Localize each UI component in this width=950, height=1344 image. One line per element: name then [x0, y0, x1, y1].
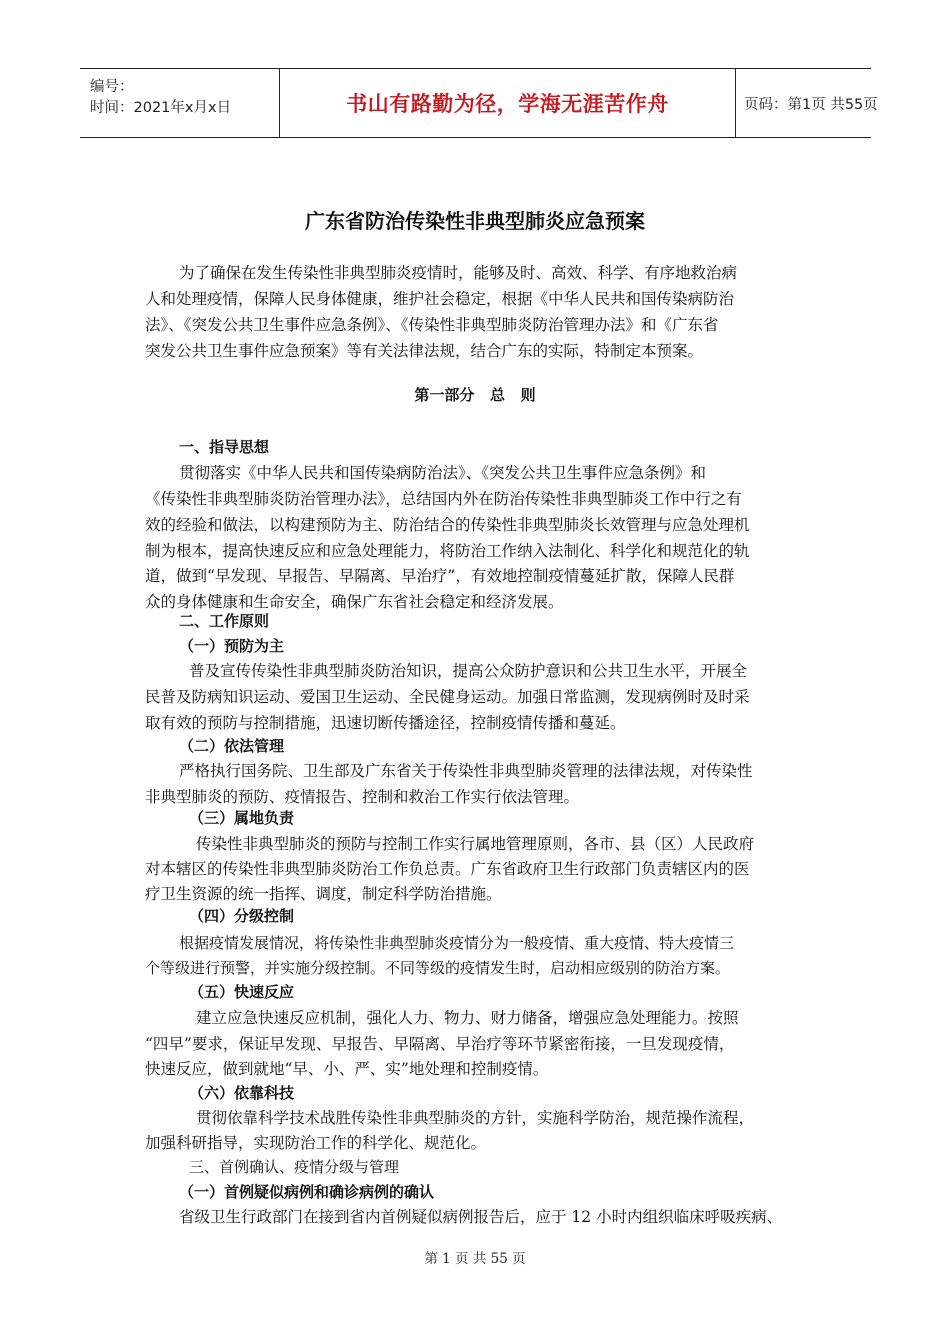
body-line: 贯彻落实《中华人民共和国传染病防治法》、《突发公共卫生事件应急条例》和 [179, 464, 707, 482]
body-line: 普及宣传传染性非典型肺炎防治知识，提高公众防护意识和公共卫生水平，开展全 [189, 662, 748, 680]
principle-heading: （二）依法管理 [179, 737, 285, 755]
intro-line: 突发公共卫生事件应急预案》等有关法律法规，结合广东的实际，特制定本预案。 [145, 342, 704, 360]
motto-text: 书山有路勤为径，学海无涯苦作舟 [346, 92, 669, 116]
principle-heading: （五）快速反应 [189, 983, 295, 1001]
body-line: 根据疫情发展情况，将传染性非典型肺炎疫情分为一般疫情、重大疫情、特大疫情三 [179, 934, 735, 952]
header-page-cell [736, 69, 878, 137]
section-heading: 三、首例确认、疫情分级与管理 [189, 1158, 400, 1176]
body-line: 建立应急快速反应机制，强化人力、物力、财力储备，增强应急处理能力。按照 [196, 1009, 739, 1027]
body-line: “四早”要求，保证早发现、早报告、早隔离、早治疗等环节紧密衔接，一旦发现疫情， [145, 1035, 735, 1053]
header-meta-cell [80, 69, 280, 137]
body-line: 个等级进行预警，并实施分级控制。不同等级的疫情发生时，启动相应级别的防治方案。 [145, 959, 731, 977]
body-line: 制为根本，提高快速反应和应急处理能力，将防治工作纳入法制化、科学化和规范化的轨 [145, 542, 750, 560]
intro-line: 人和处理疫情，保障人民身体健康，维护社会稳定，根据《中华人民共和国传染病防治 [145, 290, 735, 308]
body-line: 严格执行国务院、卫生部及广东省关于传染性非典型肺炎管理的法律法规，对传染性 [179, 762, 753, 780]
body-line: 取有效的预防与控制措施，迅速切断传播途径，控制疫情传播和蔓延。 [145, 714, 626, 732]
section-heading: 二、工作原则 [179, 612, 270, 630]
principle-heading: （一）预防为主 [179, 637, 285, 655]
body-line: 道，做到“早发现、早报告、早隔离、早治疗”，有效地控制疫情蔓延扩散，保障人民群 [145, 567, 735, 585]
body-line: 众的身体健康和生命安全，确保广东省社会稳定和经济发展。 [145, 593, 564, 611]
body-line: 民普及防病知识运动、爱国卫生运动、全民健身运动。加强日常监测，发现病例时及时采 [145, 688, 750, 706]
document-title: 广东省防治传染性非典型肺炎应急预案 [305, 209, 645, 233]
body-line: 贯彻依靠科学技术战胜传染性非典型肺炎的方针，实施科学防治，规范操作流程， [196, 1109, 755, 1127]
body-line: 传染性非典型肺炎的预防与控制工作实行属地管理原则，各市、县（区）人民政府 [196, 835, 755, 853]
body-line: 非典型肺炎的预防、疫情报告、控制和救治工作实行依法管理。 [145, 788, 580, 806]
body-line: 加强科研指导，实现防治工作的科学化、规范化。 [145, 1134, 487, 1152]
page-code-label: 页码：第1页 共55页 [744, 96, 878, 113]
principle-heading: （四）分级控制 [189, 907, 295, 925]
body-line: 省级卫生行政部门在接到省内首例疑似病例报告后，应于 12 小时内组织临床呼吸疾病、 [179, 1208, 783, 1226]
section-heading: 一、指导思想 [179, 438, 270, 456]
intro-line: 法》、《突发公共卫生事件应急条例》、《传染性非典型肺炎防治管理办法》和《广东省 [145, 316, 719, 334]
principle-heading: （六）依靠科技 [189, 1084, 295, 1102]
body-line: 快速反应，做到就地“早、小、严、实”地处理和控制疫情。 [145, 1060, 549, 1078]
part-heading: 第一部分 总 则 [414, 386, 536, 404]
principle-heading: （三）属地负责 [189, 809, 295, 827]
body-line: 效的经验和做法，以构建预防为主、防治结合的传染性非典型肺炎长效管理与应急处理机 [145, 516, 750, 534]
document-number-label: 编号： [90, 79, 134, 95]
subsection-heading: （一）首例疑似病例和确诊病例的确认 [179, 1183, 435, 1201]
document-date-label: 时间：2021年x月x日 [90, 100, 232, 116]
body-line: 《传染性非典型肺炎防治管理办法》，总结国内外在防治传染性非典型肺炎工作中行之有 [145, 490, 742, 508]
page-footer: 第 1 页 共 55 页 [424, 1251, 526, 1267]
header-motto-cell [280, 69, 736, 137]
header-table [80, 68, 878, 138]
body-line: 疗卫生资源的统一指挥、调度，制定科学防治措施。 [145, 885, 502, 903]
intro-line: 为了确保在发生传染性非典型肺炎疫情时，能够及时、高效、科学、有序地救治病 [179, 264, 738, 282]
body-line: 对本辖区的传染性非典型肺炎防治工作负总责。广东省政府卫生行政部门负责辖区内的医 [145, 860, 750, 878]
